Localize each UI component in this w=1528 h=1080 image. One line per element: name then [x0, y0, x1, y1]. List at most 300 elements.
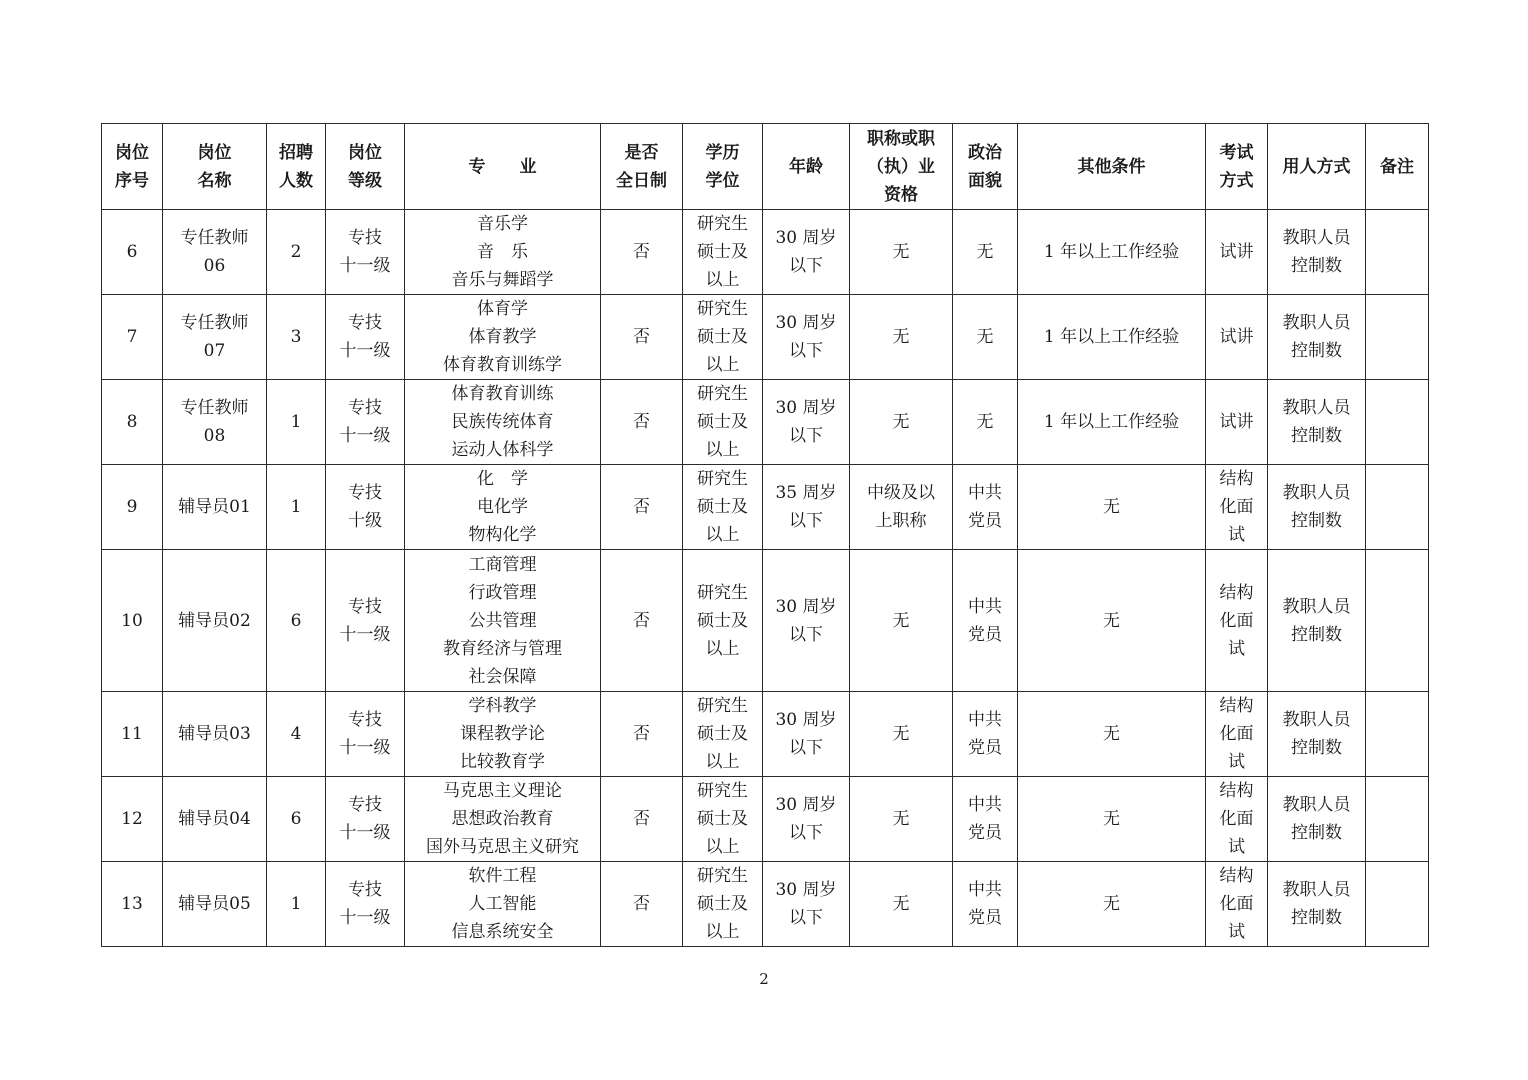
cell-age [763, 550, 850, 692]
cell-line: 电化学 [477, 497, 528, 517]
cell-line: 30 周岁 [775, 596, 837, 617]
cell-line: 无 [1103, 894, 1120, 914]
cell-line: 化 学 [477, 469, 528, 489]
cell-line: 否 [633, 412, 650, 432]
cell-line: 13 [121, 894, 143, 914]
cell-line: 中级及以 [867, 483, 935, 503]
cell-line: 结构 [1219, 781, 1254, 801]
cell-line: 专任教师 [180, 398, 249, 418]
cell-line: 无 [1103, 724, 1120, 744]
cell-name [163, 862, 267, 947]
cell-line: 试讲 [1219, 242, 1254, 262]
header-line: 岗位 [197, 142, 232, 163]
cell-line: 以上 [705, 837, 740, 857]
cell-line: 中共 [968, 795, 1002, 815]
cell-level [326, 862, 405, 947]
cell-line: 无 [892, 610, 910, 631]
header-line: 是否 [624, 142, 659, 163]
cell-line: 以上 [705, 440, 740, 460]
cell-line: 以下 [789, 823, 823, 843]
cell-count [267, 692, 326, 777]
cell-major [405, 862, 601, 947]
cell-line: 无 [976, 242, 994, 262]
cell-degree [683, 465, 763, 550]
cell-name [163, 777, 267, 862]
header-line: 学位 [705, 170, 740, 191]
cell-line: 以下 [789, 511, 823, 531]
cell-fulltime [601, 295, 683, 380]
cell-line: 无 [892, 327, 910, 347]
cell-no [102, 465, 163, 550]
cell-count [267, 862, 326, 947]
cell-degree [683, 692, 763, 777]
cell-line: 无 [1103, 610, 1120, 631]
cell-line: 十级 [348, 511, 382, 531]
header-line: 其他条件 [1077, 156, 1146, 177]
cell-count [267, 210, 326, 295]
cell-count [267, 295, 326, 380]
cell-employ [1268, 550, 1366, 692]
cell-line: 6 [126, 242, 138, 262]
cell-fulltime [601, 862, 683, 947]
cell-title [850, 380, 953, 465]
header-exam-method [1206, 124, 1268, 210]
cell-line: 控制数 [1291, 511, 1342, 531]
recruitment-table [101, 123, 1429, 947]
cell-line: 专技 [348, 880, 382, 900]
cell-line: 辅导员05 [178, 894, 251, 914]
cell-employ [1268, 295, 1366, 380]
cell-line: 研究生 [697, 469, 748, 489]
cell-degree [683, 210, 763, 295]
cell-line: 教职人员 [1282, 228, 1351, 248]
cell-line: 专技 [348, 795, 382, 815]
cell-line: 否 [633, 327, 650, 347]
cell-count [267, 465, 326, 550]
cell-line: 试讲 [1219, 327, 1254, 347]
header-line: 资格 [884, 184, 918, 205]
table-row [102, 692, 1429, 777]
cell-employ [1268, 692, 1366, 777]
cell-no [102, 777, 163, 862]
cell-line: 研究生 [697, 299, 748, 319]
table-row [102, 550, 1429, 692]
cell-line: 专任教师 [180, 228, 249, 248]
cell-exam [1206, 210, 1268, 295]
header-employment-method [1268, 124, 1366, 210]
cell-fulltime [601, 777, 683, 862]
cell-title [850, 465, 953, 550]
cell-exam [1206, 550, 1268, 692]
cell-line: 中共 [968, 483, 1002, 503]
header-line: 学历 [705, 142, 740, 163]
cell-line: 研究生 [697, 866, 748, 886]
cell-no [102, 295, 163, 380]
cell-age [763, 210, 850, 295]
cell-line: 6 [290, 610, 302, 631]
cell-major [405, 380, 601, 465]
cell-line: 7 [126, 327, 138, 347]
page-number: 2 [759, 970, 769, 988]
cell-line: 教职人员 [1282, 880, 1351, 900]
cell-line: 专技 [348, 710, 382, 730]
cell-line: 体育教学 [468, 327, 537, 347]
cell-note [1366, 862, 1429, 947]
cell-line: 辅导员03 [178, 724, 251, 744]
header-age [763, 124, 850, 210]
cell-degree [683, 295, 763, 380]
cell-line: 无 [976, 327, 994, 347]
header-line: 用人方式 [1282, 156, 1351, 177]
cell-line: 教职人员 [1282, 596, 1351, 617]
cell-line: 工商管理 [468, 554, 537, 575]
cell-line: 35 周岁 [775, 483, 837, 503]
header-line: 年龄 [789, 156, 823, 177]
cell-line: 十一级 [339, 908, 391, 928]
header-remarks [1366, 124, 1429, 210]
cell-line: 十一级 [339, 256, 391, 276]
cell-line: 教育经济与管理 [443, 638, 562, 659]
cell-line: 党员 [968, 823, 1002, 843]
cell-note [1366, 465, 1429, 550]
header-position-name [163, 124, 267, 210]
cell-line: 控制数 [1291, 426, 1342, 446]
cell-political [953, 777, 1018, 862]
cell-line: 否 [633, 894, 650, 914]
cell-note [1366, 777, 1429, 862]
cell-line: 否 [633, 809, 650, 829]
cell-line: 无 [892, 412, 910, 432]
cell-name [163, 692, 267, 777]
cell-fulltime [601, 550, 683, 692]
header-line: 方式 [1219, 170, 1254, 191]
cell-employ [1268, 380, 1366, 465]
cell-line: 化面 [1219, 497, 1254, 517]
cell-employ [1268, 465, 1366, 550]
cell-line: 教职人员 [1282, 795, 1351, 815]
cell-level [326, 465, 405, 550]
table-row [102, 862, 1429, 947]
cell-age [763, 465, 850, 550]
cell-political [953, 862, 1018, 947]
cell-line: 08 [203, 426, 226, 446]
cell-line: 教职人员 [1282, 710, 1351, 730]
cell-fulltime [601, 692, 683, 777]
header-full-time [601, 124, 683, 210]
header-line: 等级 [348, 170, 382, 191]
cell-line: 物构化学 [468, 525, 537, 545]
cell-line: 无 [976, 412, 994, 432]
cell-line: 硕士及 [697, 327, 748, 347]
cell-exam [1206, 862, 1268, 947]
cell-line: 1 [290, 894, 302, 914]
cell-major [405, 777, 601, 862]
cell-major [405, 295, 601, 380]
cell-line: 9 [126, 497, 138, 517]
cell-fulltime [601, 210, 683, 295]
cell-line: 以下 [789, 426, 823, 446]
cell-line: 十一级 [339, 823, 391, 843]
cell-line: 试 [1228, 525, 1245, 545]
cell-title [850, 777, 953, 862]
cell-level [326, 210, 405, 295]
cell-line: 硕士及 [697, 242, 748, 262]
cell-no [102, 380, 163, 465]
cell-line: 十一级 [339, 738, 391, 758]
cell-note [1366, 210, 1429, 295]
cell-other [1018, 692, 1206, 777]
cell-line: 控制数 [1291, 341, 1342, 361]
cell-title [850, 550, 953, 692]
cell-line: 06 [203, 256, 226, 276]
header-line: 政治 [968, 142, 1002, 163]
header-line: （执）业 [867, 156, 935, 177]
cell-line: 否 [633, 724, 650, 744]
cell-exam [1206, 380, 1268, 465]
cell-line: 控制数 [1291, 908, 1342, 928]
cell-line: 党员 [968, 908, 1002, 928]
cell-line: 4 [290, 724, 302, 744]
cell-line: 党员 [968, 511, 1002, 531]
cell-degree [683, 380, 763, 465]
cell-level [326, 380, 405, 465]
cell-line: 专技 [348, 313, 382, 333]
cell-line: 国外马克思主义研究 [426, 837, 579, 857]
cell-line: 教职人员 [1282, 483, 1351, 503]
cell-line: 12 [121, 809, 143, 829]
table-row [102, 380, 1429, 465]
cell-level [326, 550, 405, 692]
cell-line: 以上 [705, 638, 740, 659]
cell-line: 无 [892, 809, 910, 829]
cell-level [326, 295, 405, 380]
cell-line: 中共 [968, 710, 1002, 730]
cell-line: 以上 [705, 355, 740, 375]
header-line: 名称 [197, 170, 232, 191]
cell-exam [1206, 465, 1268, 550]
cell-line: 结构 [1219, 582, 1254, 603]
header-line: 专 业 [468, 156, 537, 177]
header-political-status [953, 124, 1018, 210]
cell-other [1018, 862, 1206, 947]
cell-other [1018, 465, 1206, 550]
header-line: 岗位 [115, 142, 149, 163]
header-major [405, 124, 601, 210]
cell-line: 公共管理 [468, 610, 537, 631]
cell-note [1366, 380, 1429, 465]
cell-count [267, 777, 326, 862]
cell-political [953, 380, 1018, 465]
header-line: 岗位 [348, 142, 382, 163]
cell-line: 否 [633, 242, 650, 262]
cell-line: 6 [290, 809, 302, 829]
cell-line: 试 [1228, 837, 1245, 857]
cell-line: 无 [892, 242, 910, 262]
cell-line: 上职称 [875, 511, 927, 531]
cell-line: 3 [290, 327, 302, 347]
cell-line: 音 乐 [477, 242, 528, 262]
header-line: 职称或职 [867, 128, 935, 149]
header-line: 全日制 [616, 170, 667, 191]
cell-line: 硕士及 [697, 809, 748, 829]
cell-no [102, 692, 163, 777]
cell-age [763, 692, 850, 777]
cell-line: 无 [892, 724, 910, 744]
cell-line: 1 年以上工作经验 [1043, 412, 1180, 432]
cell-political [953, 465, 1018, 550]
header-hire-count [267, 124, 326, 210]
cell-age [763, 295, 850, 380]
cell-degree [683, 862, 763, 947]
cell-major [405, 210, 601, 295]
cell-line: 30 周岁 [775, 880, 837, 900]
cell-degree [683, 550, 763, 692]
cell-line: 2 [290, 242, 302, 262]
cell-line: 化面 [1219, 724, 1254, 744]
cell-line: 马克思主义理论 [443, 781, 562, 801]
header-other-conditions [1018, 124, 1206, 210]
cell-line: 硕士及 [697, 497, 748, 517]
cell-line: 30 周岁 [775, 398, 837, 418]
cell-count [267, 380, 326, 465]
cell-no [102, 550, 163, 692]
cell-exam [1206, 777, 1268, 862]
cell-count [267, 550, 326, 692]
cell-line: 人工智能 [468, 894, 537, 914]
cell-line: 学科教学 [468, 696, 537, 716]
cell-line: 以上 [705, 922, 740, 942]
cell-line: 比较教育学 [460, 752, 545, 772]
cell-line: 1 年以上工作经验 [1043, 327, 1180, 347]
cell-line: 社会保障 [468, 666, 537, 687]
table-row [102, 465, 1429, 550]
cell-line: 专技 [348, 596, 382, 617]
cell-line: 专任教师 [180, 313, 249, 333]
cell-line: 辅导员01 [178, 497, 251, 517]
cell-age [763, 862, 850, 947]
cell-line: 以下 [789, 624, 823, 645]
cell-fulltime [601, 465, 683, 550]
cell-line: 控制数 [1291, 256, 1342, 276]
table-row [102, 210, 1429, 295]
cell-other [1018, 380, 1206, 465]
cell-line: 控制数 [1291, 738, 1342, 758]
cell-name [163, 210, 267, 295]
cell-political [953, 692, 1018, 777]
cell-line: 30 周岁 [775, 313, 837, 333]
cell-title [850, 692, 953, 777]
header-line: 考试 [1219, 142, 1254, 163]
cell-line: 以下 [789, 908, 823, 928]
cell-line: 1 [290, 497, 302, 517]
cell-line: 十一级 [339, 624, 391, 645]
cell-level [326, 777, 405, 862]
cell-line: 控制数 [1291, 823, 1342, 843]
header-line: 招聘 [279, 142, 313, 163]
cell-level [326, 692, 405, 777]
cell-line: 音乐学 [477, 214, 528, 234]
cell-name [163, 380, 267, 465]
cell-line: 以下 [789, 738, 823, 758]
cell-title [850, 295, 953, 380]
header-position-no [102, 124, 163, 210]
cell-line: 软件工程 [468, 866, 537, 886]
cell-line: 化面 [1219, 894, 1254, 914]
cell-line: 民族传统体育 [451, 412, 554, 432]
cell-line: 硕士及 [697, 610, 748, 631]
cell-line: 30 周岁 [775, 710, 837, 730]
cell-line: 30 周岁 [775, 795, 837, 815]
cell-line: 教职人员 [1282, 313, 1351, 333]
cell-line: 否 [633, 610, 650, 631]
cell-title [850, 210, 953, 295]
header-position-level [326, 124, 405, 210]
cell-political [953, 210, 1018, 295]
cell-line: 硕士及 [697, 412, 748, 432]
cell-line: 研究生 [697, 214, 748, 234]
table-row [102, 295, 1429, 380]
cell-major [405, 692, 601, 777]
cell-note [1366, 550, 1429, 692]
cell-line: 信息系统安全 [451, 922, 554, 942]
table-row [102, 777, 1429, 862]
cell-line: 结构 [1219, 696, 1254, 716]
cell-line: 中共 [968, 880, 1002, 900]
cell-line: 以下 [789, 341, 823, 361]
header-line: 序号 [115, 170, 149, 191]
header-line: 备注 [1380, 156, 1414, 177]
cell-line: 化面 [1219, 809, 1254, 829]
cell-no [102, 210, 163, 295]
cell-line: 以上 [705, 752, 740, 772]
cell-line: 硕士及 [697, 894, 748, 914]
cell-name [163, 550, 267, 692]
cell-no [102, 862, 163, 947]
cell-line: 教职人员 [1282, 398, 1351, 418]
cell-line: 辅导员04 [178, 809, 251, 829]
cell-line: 以上 [705, 525, 740, 545]
cell-line: 行政管理 [468, 582, 537, 603]
cell-line: 以下 [789, 256, 823, 276]
cell-major [405, 465, 601, 550]
cell-line: 党员 [968, 624, 1002, 645]
cell-line: 1 年以上工作经验 [1043, 242, 1180, 262]
cell-line: 研究生 [697, 582, 748, 603]
cell-other [1018, 210, 1206, 295]
cell-line: 专技 [348, 228, 382, 248]
cell-line: 党员 [968, 738, 1002, 758]
cell-line: 运动人体科学 [451, 440, 554, 460]
header-line: 人数 [279, 170, 313, 191]
cell-political [953, 295, 1018, 380]
cell-line: 1 [290, 412, 302, 432]
cell-degree [683, 777, 763, 862]
cell-age [763, 380, 850, 465]
cell-line: 11 [121, 724, 143, 744]
cell-line: 结构 [1219, 866, 1254, 886]
cell-line: 课程教学论 [460, 724, 545, 744]
cell-line: 试 [1228, 638, 1245, 659]
cell-employ [1268, 777, 1366, 862]
cell-name [163, 295, 267, 380]
cell-line: 10 [121, 610, 143, 631]
cell-line: 8 [126, 412, 138, 432]
cell-line: 十一级 [339, 341, 391, 361]
cell-line: 无 [1103, 809, 1120, 829]
cell-other [1018, 550, 1206, 692]
cell-other [1018, 295, 1206, 380]
cell-line: 结构 [1219, 469, 1254, 489]
